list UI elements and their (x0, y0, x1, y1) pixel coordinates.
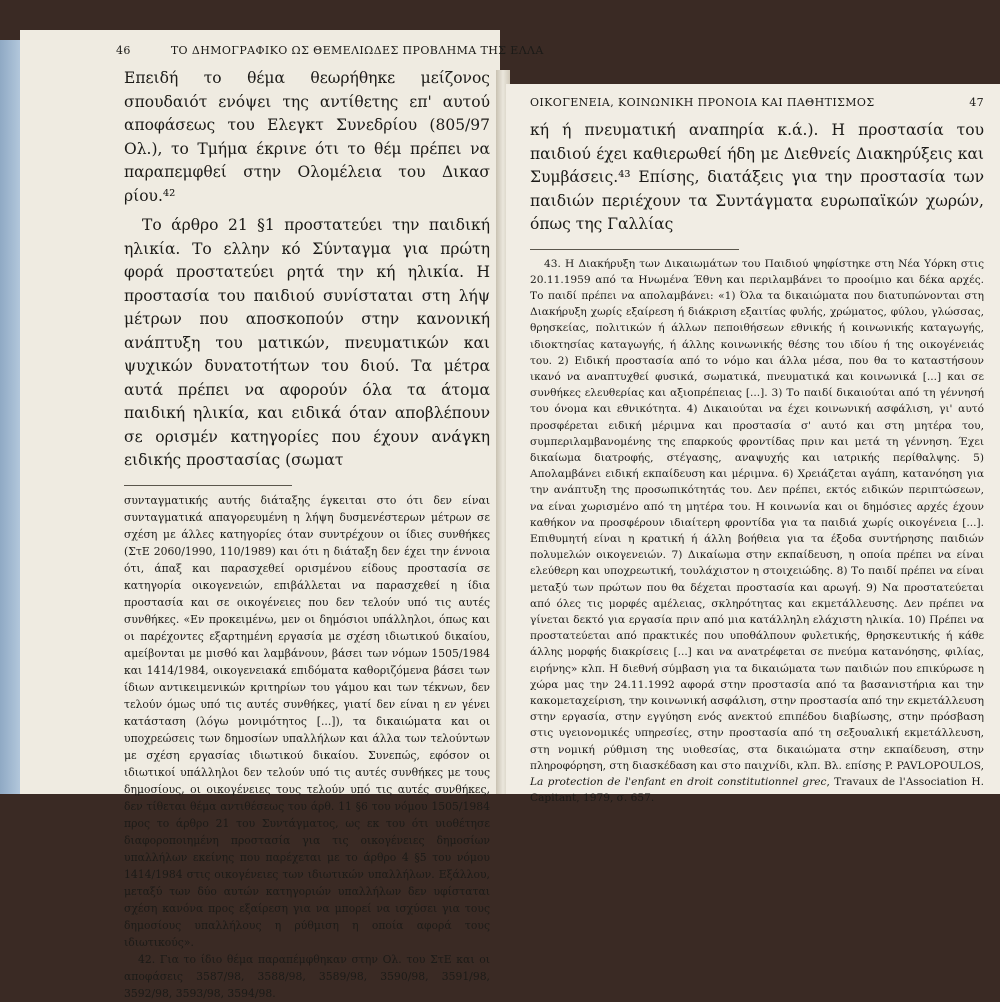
footnote-rule (124, 485, 292, 486)
running-title-left: ΤΟ ΔΗΜΟΓΡΑΦΙΚΟ ΩΣ ΘΕΜΕΛΙΩΔΕΣ ΠΡΟΒΛΗΜΑ ΤΗΣ ΕΛΛΑ (170, 44, 544, 57)
paragraph: κή ή πνευματική αναπηρία κ.ά.). Η προστασία του παιδιού έχει καθιερωθεί ήδη με Διεθνείς Διακηρύξεις και Συμβάσεις.⁴³ Επίσης, διατάξεις για την προστασία των παιδιών περιέχουν τα Συντάγματα ευρωπαϊκών χωρών, όπως της Γαλλίας (530, 121, 984, 233)
right-page (506, 84, 1000, 805)
running-head-left (116, 44, 544, 59)
page-number-right: 47 (969, 96, 984, 109)
footnotes-left (124, 492, 490, 1002)
footnote-43-title: La protection de l'enfant en droit constitutionnel grec (530, 776, 827, 788)
main-text-right (530, 119, 984, 237)
running-title-right: ΟΙΚΟΓΕΝΕΙΑ, ΚΟΙΝΩΝΙΚΗ ΠΡΟΝΟΙΑ ΚΑΙ ΠΑΘΗΤΙΣΜΟΣ (530, 96, 875, 109)
page-number-left: 46 (116, 44, 131, 57)
left-page (20, 30, 544, 1000)
footnote-43-tail: , Travaux de l'Association H. Capitant, 1979, σ. 657. (530, 776, 984, 805)
footnotes-right (530, 256, 984, 807)
running-head-right (530, 96, 984, 111)
paragraph: Επειδή το θέμα θεωρήθηκε μείζονος σπουδαιότ ενόψει της αντίθετης επ' αυτού αποφάσεως του Ελεγκτ Συνεδρίου (805/97 Ολ.), το Τμήμα έκρινε ότι το θέμ πρέπει να παραπεμφθεί στην Ολομέλεια του Δικασ ρίου.⁴² (124, 69, 490, 205)
footnote-42: 42. Για το ίδιο θέμα παραπέμφθηκαν στην Ολ. του ΣτΕ και οι αποφάσεις 3587/98, 3588/98, 3589/98, 3590/98, 3591/98, 3592/98, 3593/98, 3594/98. (124, 952, 490, 1000)
footnote-43 (530, 256, 984, 807)
footnote-rule (530, 249, 739, 250)
footnote-continuation: συνταγματικής αυτής διάταξης έγκειται στο ότι δεν είναι συνταγματικά απαγορευμένη η λήψη δυσμενέστερων μέτρων σε σχέση με άλλες κατηγορίες όταν συντρέχουν οι ίδιες συνθήκες (ΣτΕ 2060/1990, 110/1989) και ότι η διάταξη δεν έχει την έννοια ότι, άπαξ και παρασχεθεί ορισμένου είδους προστασία σε κατηγορία οικογενειών, επιβάλλεται να παρασχεθεί η ίδια προστασία και σε οικογένειες που δεν τελούν υπό τις αυτές συνθήκες. «Εν προκειμένω, μεν οι δημόσιοι υπάλληλοι, όπως και οι παρέχοντες εξαρτημένη εργασία με σχέση ιδιωτικού δικαίου, αμείβονται με μισθό και λαμβάνουν, βάσει των νόμων 1505/1984 και 1414/1984, οικογενειακά επιδόματα καθοριζόμενα βάσει των ίδιων αντικειμενικών κριτηρίων του γάμου και των τέκνων, δεν τελούν όμως υπό τις αυτές συνθήκες, γιατί δεν είναι η εν γένει κατάσταση (λόγω μονιμότητος [...]), τα δικαιώματα και οι υποχρεώσεις των δημοσίων υπαλλήλων και άλλα των τελούντων με σχέση εργασίας ιδιωτικού δικαίου. Συνεπώς, εφόσον οι ιδιωτικοί υπάλληλοι δεν τελούν υπό τις αυτές συνθήκες με τους δημοσίους, οι οικογένειες τους τελούν υπό τις αυτές συνθήκες, δεν τίθεται θέμα αντιθέσεως του άρθ. 11 §6 του νόμου 1505/1984 προς το άρθρο 21 του Συντάγματος, ως εκ του ότι υιοθέτησε διαφοροποιημένη προστασία για τις οικογένειες δημοσίων υπαλλήλων εκείνης που παρέχεται με το άρθρο 4 §5 του νόμου 1414/1984 στις οικογένειες των ιδιωτικών υπαλλήλων. Εξάλλου, μεταξύ των δύο αυτών κατηγοριών υπαλλήλων δεν υφίσταται σχέση κανόνα προς εξαίρεση για να μπορεί να ισχύσει για τους δημοσίους υπαλλήλους η ρύθμιση η οποία αφορά τους ιδιωτικούς». (124, 493, 490, 949)
footnote-43-text: 43. Η Διακήρυξη των Δικαιωμάτων του Παιδιού ψηφίστηκε στη Νέα Υόρκη στις 20.11.1959 από τα Ηνωμένα Έθνη και περιλαμβάνει το προοίμιο και δέκα αρχές. Το παιδί πρέπει να απολαμβάνει: «1) Όλα τα δικαιώματα που διατυπώνονται στη Διακήρυξη χωρίς εξαίρεση ή διάκριση εξαιτίας φυλής, χρώματος, φύλου, γλώσσας, θρησκείας, πολιτικών ή άλλων πεποιθήσεων εθνικής ή κοινωνικής καταγωγής, ιδιοκτησίας καταγωγής, ή άλλης κοινωνικής θέσης του ιδίου ή της οικογένειάς του. 2) Ειδική προστασία από το νόμο και άλλα μέσα, που θα το καταστήσουν ικανό να αναπτυχθεί φυσικά, σωματικά, πνευματικά και κοινωνικά [...] και σε συνθήκες ελευθερίας και αξιοπρέπειας [...]. 3) Το παιδί δικαιούται από τη γέννησή του όνομα και εθνικότητα. 4) Δικαιούται να έχει κοινωνική ασφάλιση, γι' αυτό προσφέρεται ειδική μέριμνα και προστασία σ' αυτό και στη μητέρα του, συμπεριλαμβανομένης της επαρκούς φροντίδας πριν και μετά τη γέννηση. Έχει δικαίωμα διατροφής, στέγασης, αναψυχής και ιατρικής περίθαλψης. 5) Απολαμβάνει ειδική εκπαίδευση και μέριμνα. 6) Χρειάζεται αγάπη, κατανόηση για την ανάπτυξη της προσωπικότητάς του. Δεν πρέπει, εκτός ειδικών περιπτώσεων, να είναι χωρισμένο από τη μητέρα του. Η κοινωνία και οι δημόσιες αρχές έχουν καθήκον να προσφέρουν ιδιαίτερη φροντίδα για τα παιδιά χωρίς οικογένεια [...]. Επιθυμητή είναι η κρατική ή άλλη βοήθεια για τα έξοδα συντήρησης παιδιών πολυμελών οικογενειών. 7) Δικαίωμα στην εκπαίδευση, η οποία πρέπει να είναι ελεύθερη και υποχρεωτική, τουλάχιστον η στοιχειώδης. 8) Το παιδί πρέπει να είναι μεταξύ των πρώτων που θα δέχεται προστασία και αρωγή. 9) Να προστατεύεται από όλες τις μορφές αμέλειας, σκληρότητας και εκμετάλλευσης. Δεν πρέπει να γίνεται δεκτό για εργασία πριν από μια κατάλληλη ελάχιστη ηλικία. 10) Πρέπει να προστατεύεται από πρακτικές που υποθάλπουν φυλετικής, θρησκευτικής ή κάθε άλλης μορφής διακρίσεις [...] και να ανατρέφεται σε πνεύμα κατανόησης, φιλίας, ειρήνης» κλπ. Η διεθνή σύμβαση για τα δικαιώματα των παιδιών που επικύρωσε η χώρα μας την 24.11.1992 αφορά στην προστασία από τα βασανιστήρια και την κακομεταχείριση, την κοινωνική ασφάλιση, στην προστασία από την εκμετάλλευση στην εργασία, στην εγγύηση ενός ανεκτού επιπέδου διαβίωσης, στην πρόσβαση στις υγειονομικές υπηρεσίες, στην προστασία από τη σεξουαλική εκμετάλλευση, στη νομική ρύθμιση της υιοθεσίας, στα δικαιώματα στην εκπαίδευση, στην πληροφόρηση, στη διασκέδαση και στο παιχνίδι, κλπ. Βλ. επίσης P. PAVLOPOULOS, (530, 257, 984, 772)
paragraph: Το άρθρο 21 §1 προστατεύει την παιδική ηλικία. Το ελλην κό Σύνταγμα για πρώτη φορά προστατεύει ρητά την κή ηλικία. Η προστασία του παιδιού συνίσταται στη λήψ μέτρων που αποσκοπούν στην κανονική ανάπτυξη του ματικών, πνευματικών και ψυχικών δυνατοτήτων του διού. Τα μέτρα αυτά πρέπει να αφορούν όλα τα άτομα παιδική ηλικία, και ειδικά όταν αποβλέπουν σε ορισμέν κατηγορίες που έχουν ανάγκη ειδικής προστασίας (σωματ (124, 216, 490, 469)
main-text-left (124, 67, 490, 473)
